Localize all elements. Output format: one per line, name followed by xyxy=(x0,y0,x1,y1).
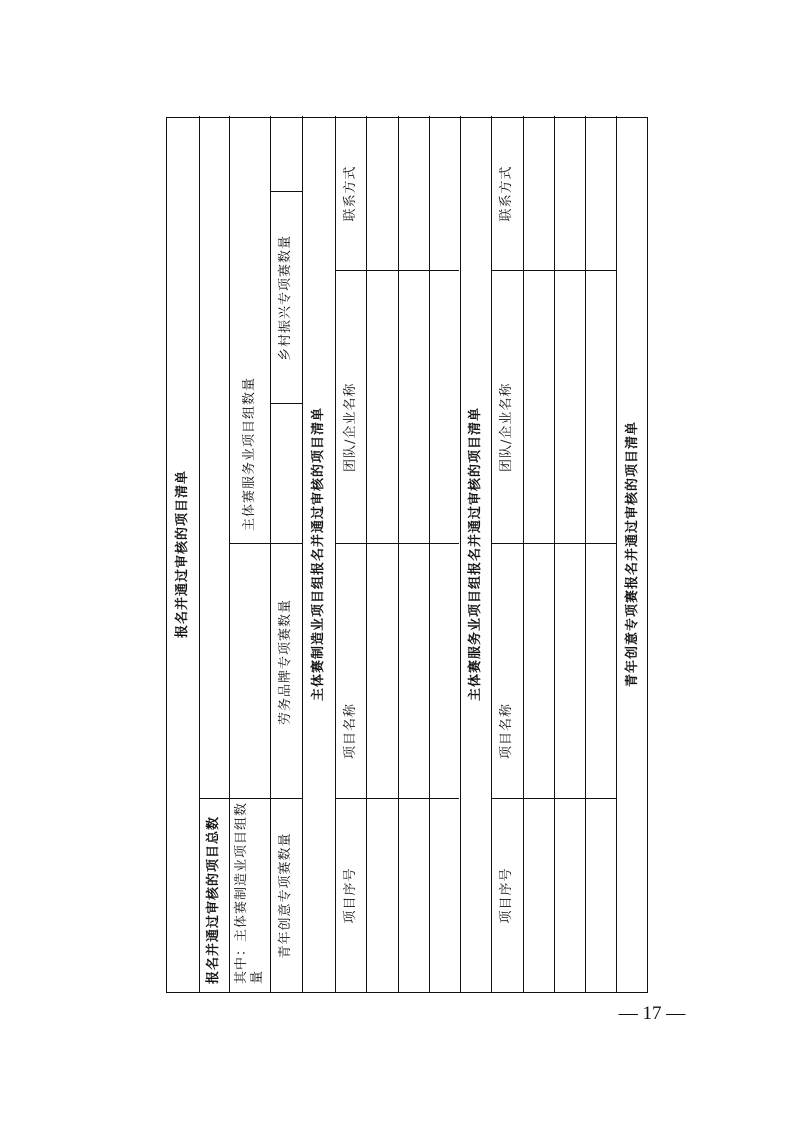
page-title: 报名并通过审核的项目清单 xyxy=(175,470,190,639)
col-header-index: 项目序号 xyxy=(342,867,358,924)
row-divider xyxy=(523,116,524,992)
col-header-contact: 联系方式 xyxy=(499,165,514,222)
service-section-title: 主体赛服务业项目组报名并通过审核的项目清单 xyxy=(467,407,483,702)
row-divider xyxy=(585,116,586,992)
col-header-contact: 联系方式 xyxy=(342,165,358,222)
labor-count-label: 劳务品牌专项赛数量 xyxy=(278,599,293,726)
youth-section-title: 青年创意专项赛报名并通过审核的项目清单 xyxy=(624,421,640,688)
col-header-project-name: 项目名称 xyxy=(499,702,514,759)
row-divider xyxy=(554,116,555,992)
row-divider xyxy=(366,116,367,992)
row-divider xyxy=(398,116,399,992)
col-header-project-name: 项目名称 xyxy=(342,702,358,759)
service-count-label: 主体赛服务业项目组数量 xyxy=(241,377,257,532)
youth-count-label: 青年创意专项赛数量 xyxy=(278,832,293,959)
col-header-index: 项目序号 xyxy=(499,867,514,924)
form-table-container xyxy=(166,117,648,993)
page-number: — 17 — xyxy=(618,1003,686,1024)
rotated-form xyxy=(166,117,793,984)
manufacturing-count-label: 其中：主体赛制造业项目组数量 xyxy=(233,801,265,984)
col-header-team-name: 团队/企业名称 xyxy=(499,382,514,472)
col-header-team-name: 团队/企业名称 xyxy=(342,382,358,472)
project-list-table xyxy=(166,117,648,993)
total-label: 报名并通过审核的项目总数 xyxy=(206,815,221,984)
rural-count-label: 乡村振兴专项赛数量 xyxy=(278,235,293,362)
row-divider xyxy=(429,116,430,992)
manufacturing-section-title: 主体赛制造业项目组报名并通过审核的项目清单 xyxy=(310,407,326,702)
